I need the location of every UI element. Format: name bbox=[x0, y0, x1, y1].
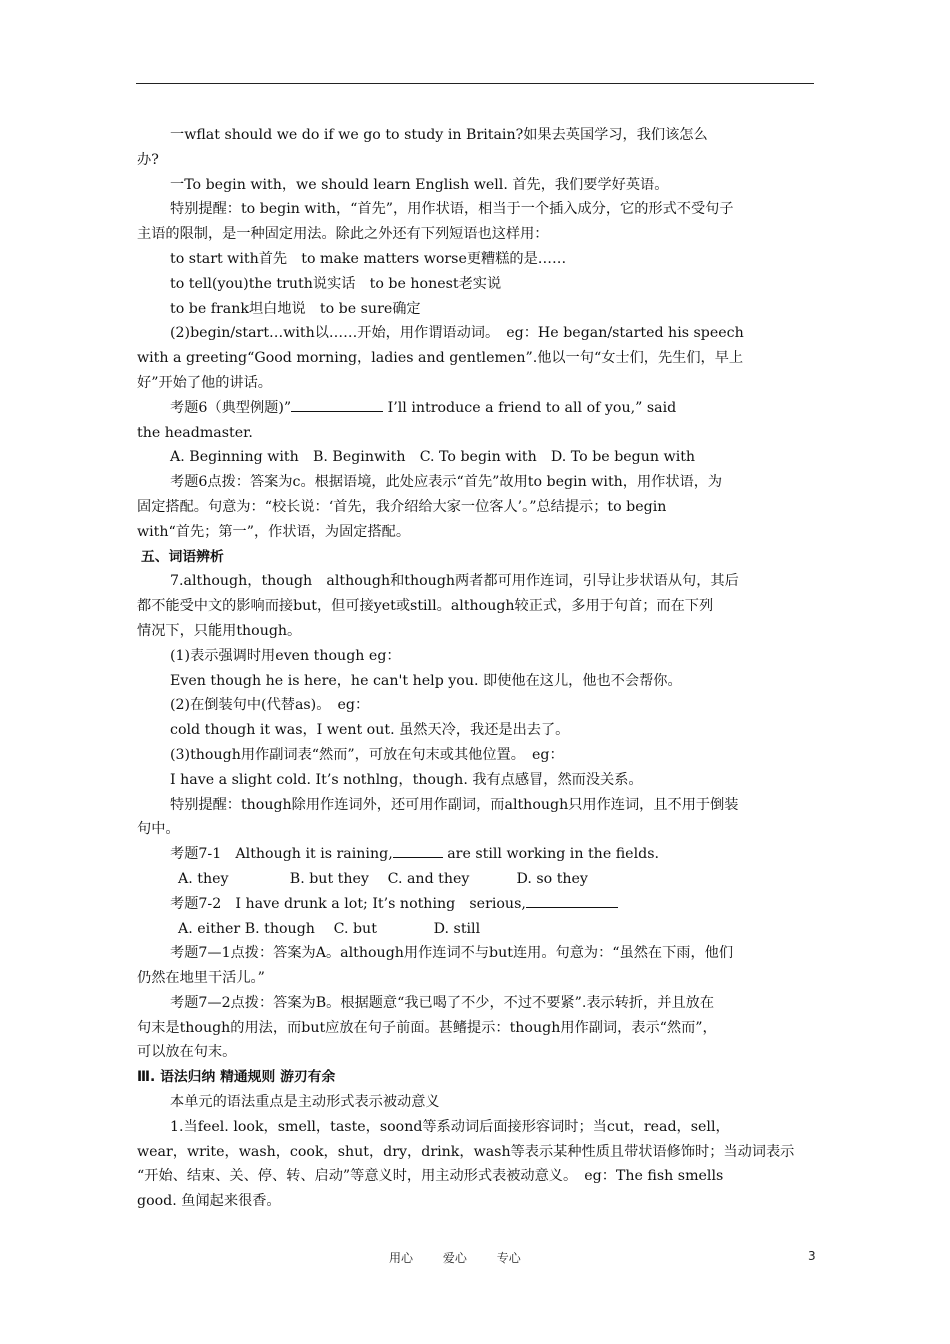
text-block-5 bbox=[137, 1090, 815, 1214]
text-line: to start with首先 to make matters worse更糟糕的是…… bbox=[170, 250, 567, 267]
question-6: 考题6（典型例题)” I’ll introduce a friend to all of you,” said bbox=[137, 396, 815, 421]
footer-word: 用心 bbox=[389, 1251, 414, 1265]
text-line: 本单元的语法重点是主动形式表示被动意义 bbox=[170, 1094, 440, 1111]
text-line: 情况下，只能用though。 bbox=[137, 622, 302, 639]
text-block-1 bbox=[137, 123, 815, 396]
text-line: 可以放在句末。 bbox=[137, 1044, 237, 1061]
text-line: “开始、结束、关、停、转、启动”等意义时，用主动形式表被动意义。 eg：The fish smells bbox=[137, 1168, 724, 1185]
question-7-2: 考题7-2 I have drunk a lot; It’s nothing serious, bbox=[137, 892, 815, 917]
text-line: (2)在倒装句中(代替as)。 eg： bbox=[170, 697, 370, 714]
text-line: 一To begin with，we should learn English well. 首先，我们要学好英语。 bbox=[170, 176, 669, 193]
text-line: to be frank坦白地说 to be sure确定 bbox=[170, 300, 421, 317]
section-heading-3: Ⅲ. 语法归纳 精通规则 游刃有余 bbox=[137, 1069, 336, 1086]
text-line: 句中。 bbox=[137, 821, 180, 838]
text-line: Even though he is here，he can't help you. 即使他在这儿，他也不会帮你。 bbox=[170, 672, 682, 689]
text-line: (3)though用作副词表“然而”，可放在句末或其他位置。 eg： bbox=[170, 746, 564, 763]
text-line: 特别提醒：to begin with，“首先”，用作状语，相当于一个插入成分，它的形式不受句子 bbox=[170, 201, 734, 218]
text-block-3 bbox=[137, 569, 815, 842]
text-line: with“首先；第一”，作状语，为固定搭配。 bbox=[137, 523, 411, 540]
text-line: 好”开始了他的讲话。 bbox=[137, 374, 272, 391]
text-line: 办? bbox=[137, 151, 159, 168]
text-line: 特别提醒：though除用作连词外，还可用作副词，而although只用作连词，且不用于倒装 bbox=[170, 796, 739, 813]
footer-word: 专心 bbox=[496, 1251, 521, 1265]
question-6-continued: the headmaster. bbox=[137, 424, 253, 441]
text-line: to tell(you)the truth说实话 to be honest老实说 bbox=[170, 275, 502, 292]
text-line: 考题6点拨：答案为c。根据语境，此处应表示“首先”故用to begin with，用作状语，为 bbox=[170, 474, 723, 491]
text-line: 1.当feel. look，smell，taste，soond等系动词后面接形容词时；当cut，read，sell， bbox=[170, 1118, 730, 1135]
answer-blank bbox=[526, 893, 618, 908]
answer-blank bbox=[291, 397, 383, 412]
question-7-1: 考题7-1 Although it is raining, are still working in the fields. bbox=[137, 842, 815, 867]
text-line: good. 鱼闻起来很香。 bbox=[137, 1193, 281, 1210]
text-line: with a greeting“Good morning，ladies and gentlemen”.他以一句“女士们，先生们，早上 bbox=[137, 350, 744, 367]
question-6-options: A. Beginning with B. Beginwith C. To begin with D. To be begun with bbox=[170, 449, 696, 466]
text-line: (2)begin/start…with以……开始，用作谓语动词。 eg：He began/started his speech bbox=[170, 325, 744, 342]
text-line: 一wflat should we do if we go to study in Britain?如果去英国学习，我们该怎么 bbox=[170, 127, 708, 143]
text-line: 考题7—1点拨：答案为A。although用作连词不与but连用。句意为：“虽然在下雨，他们 bbox=[170, 945, 734, 962]
header-rule bbox=[136, 83, 814, 84]
section-heading-5: 五、词语辨析 bbox=[141, 548, 224, 565]
footer-word: 爱心 bbox=[442, 1251, 467, 1265]
text-line: 都不能受中文的影响而接but，但可接yet或still。although较正式，多用于句首；而在下列 bbox=[137, 598, 714, 615]
text-line: 考题7—2点拨：答案为B。根据题意“我已喝了不少，不过不要紧”.表示转折，并且放在 bbox=[170, 994, 715, 1011]
question-7-2-options: A. either B. though C. but D. still bbox=[178, 920, 481, 937]
question-7-1-options: A. they B. but they C. and they D. so they bbox=[178, 870, 588, 887]
text-line: 主语的限制，是一种固定用法。除此之外还有下列短语也这样用： bbox=[137, 226, 549, 243]
text-line: 7.although，though although和though两者都可用作连词，引导让步状语从句，其后 bbox=[170, 573, 739, 590]
text-line: 固定搭配。句意为：“校长说：‘首先，我介绍给大家一位客人’。”总结提示；to begin bbox=[137, 498, 667, 515]
answer-blank bbox=[393, 843, 443, 858]
page-number: 3 bbox=[808, 1249, 816, 1263]
text-line: (1)表示强调时用even though eg： bbox=[170, 647, 401, 664]
text-line: I have a slight cold. It’s nothlng，though. 我有点感冒，然而没关系。 bbox=[170, 771, 643, 788]
text-line: cold though it was，I went out. 虽然天冷，我还是出去了。 bbox=[170, 722, 570, 739]
text-line: 仍然在地里干活儿。” bbox=[137, 970, 265, 987]
text-line: 句末是though的用法，而but应放在句子前面。甚鳍提示：though用作副词，表示“然而”， bbox=[137, 1019, 717, 1036]
text-line: wear，write，wash，cook，shut，dry，drink，wash等表示某种性质且带状语修饰时；当动词表示 bbox=[137, 1143, 795, 1160]
text-block-2 bbox=[137, 470, 815, 544]
text-block-4 bbox=[137, 941, 815, 1065]
footer-motto bbox=[389, 1249, 547, 1266]
page-body bbox=[137, 123, 815, 1214]
